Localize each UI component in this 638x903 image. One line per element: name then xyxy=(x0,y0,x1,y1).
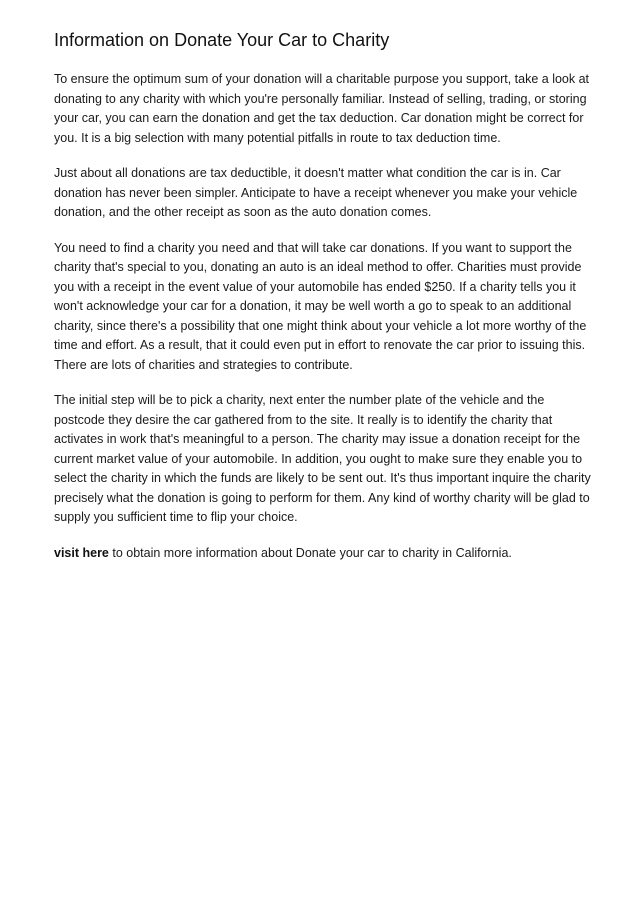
closing-paragraph xyxy=(54,544,594,564)
page-title: Information on Donate Your Car to Charity xyxy=(54,30,390,50)
closing-text: to obtain more information about Donate your car to charity in California. xyxy=(108,545,512,560)
document-body xyxy=(54,70,594,563)
paragraph-3: You need to find a charity you need and that will take car donations. If you want to support the charity that's special to you, donating an auto is an ideal method to offer. Charities must provide you with a receipt in the event value of your automobile has ended $250. If a charity tells you it won't acknowledge your car for a donation, it may be well worth a go to speak to an additional charity, since there's a possibility that one might think about your vehicle a lot more worthy of the time and effort. As a result, that it could even put in effort to renovate the car prior to issuing this. There are lots of charities and strategies to contribute. xyxy=(54,240,587,372)
paragraph-1: To ensure the optimum sum of your donation will a charitable purpose you support, take a look at donating to any charity with which you're personally familiar. Instead of selling, trading, or storing your car, you can earn the donation and get the tax deduction. Car donation might be correct for you. It is a big selection with many potential pitfalls in route to tax deduction time. xyxy=(54,72,590,145)
paragraph-4: The initial step will be to pick a charity, next enter the number plate of the vehicle and the postcode they desire the car gathered from to the site. It really is to identify the charity that activates in work that's meaningful to a person. The charity may issue a donation receipt for the current market value of your automobile. In addition, you ought to make sure they enable you to select the charity in which the funds are likely to be sent out. It's thus important inquire the charity precisely what the donation is going to perform for them. Any kind of worthy charity will be glad to supply you sufficient time to flip your choice. xyxy=(54,393,591,524)
paragraph-2: Just about all donations are tax deductible, it doesn't matter what condition the car is in. Car donation has never been simpler. Anticipate to have a receipt whenever you make your vehicle donation, and the other receipt as soon as the auto donation comes. xyxy=(54,166,578,219)
visit-here-link[interactable]: visit here xyxy=(54,545,109,560)
document-page xyxy=(54,28,594,579)
